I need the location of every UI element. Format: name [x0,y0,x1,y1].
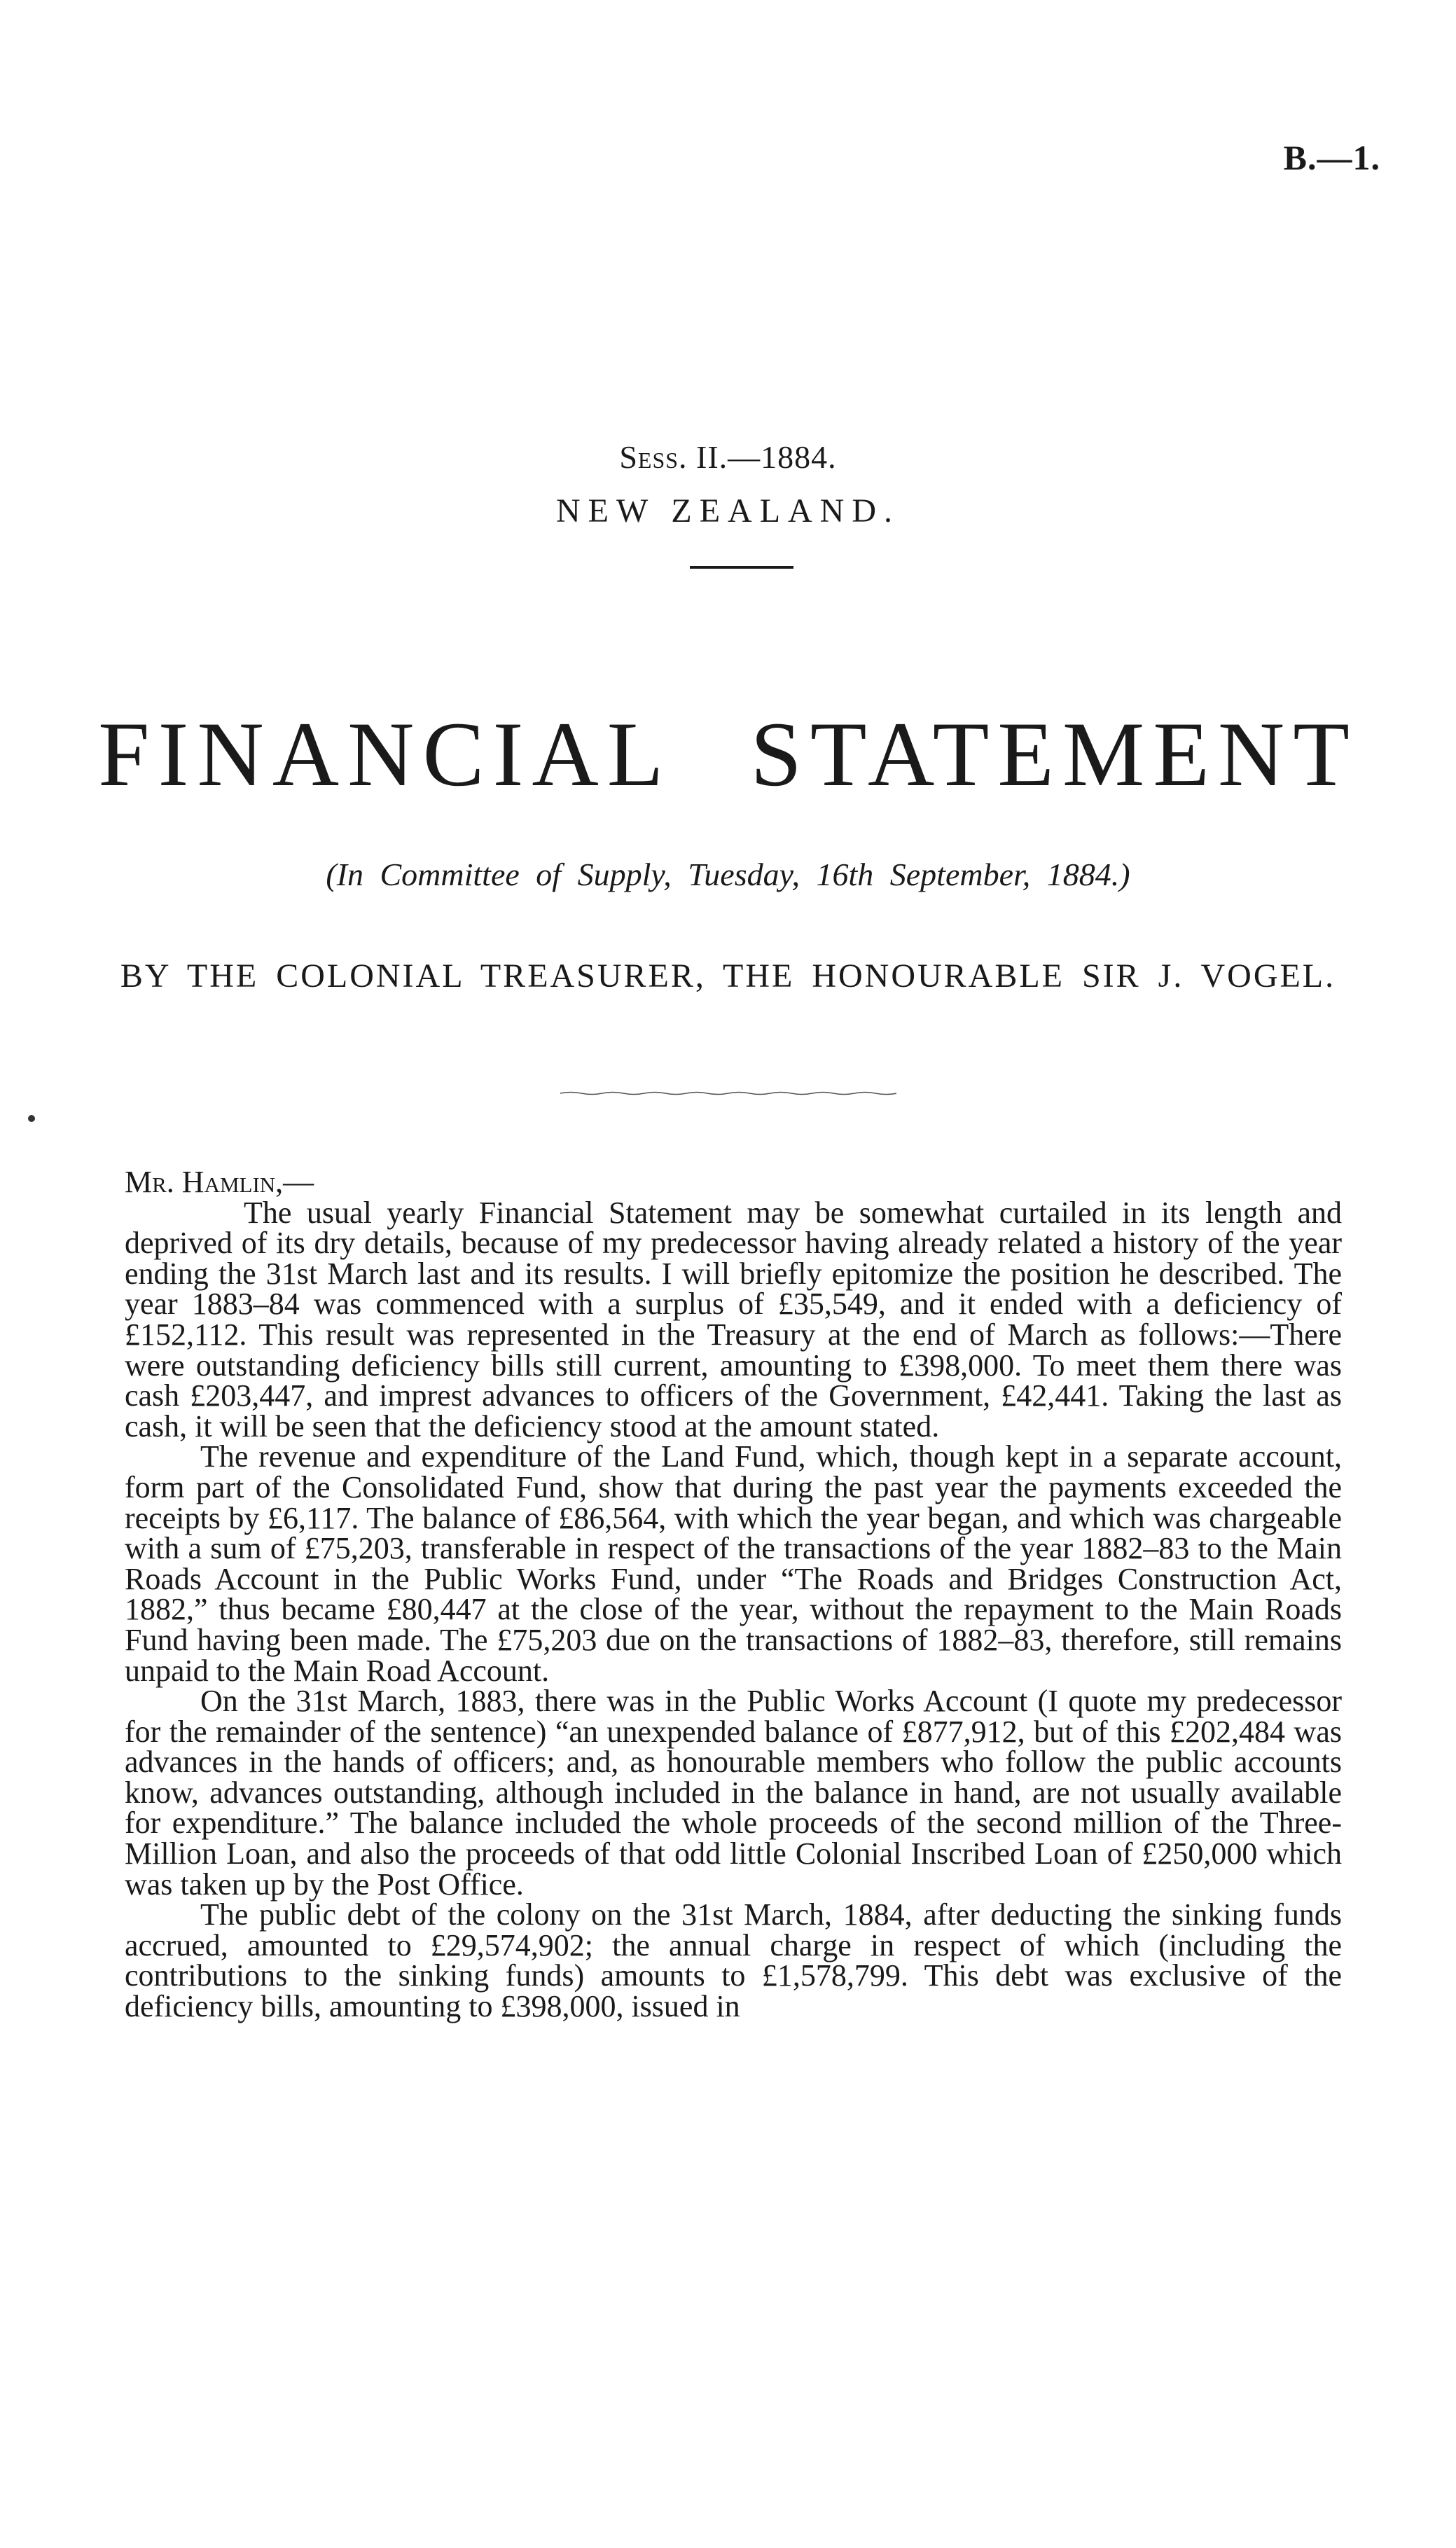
paragraph-1: The usual yearly Financial Statement may be somewhat curtailed in its length and deprived of its dry details, because of my predecessor having already related a history of the year ending the 31st March last and its results. I will briefly epitomize the position he described. The year 1883–84 was commenced with a surplus of £35,549, and it ended with a deficiency of £152,112. This result was represented in the Treasury at the end of March as follows:—There were outstanding deficiency bills still current, amounting to £398,000. To meet them there was cash £203,447, and imprest advances to officers of the Government, £42,441. Taking the last as cash, it will be seen that the deficiency stood at the amount stated. [125,1195,1342,1443]
main-title: FINANCIAL STATEMENT [98,702,1358,805]
paragraph-3: On the 31st March, 1883, there was in the Public Works Account (I quote my predecessor for the remainder of the sentence) “an unexpended balance of £877,912, but of this £202,484 was advances in the hands of officers; and, as honourable members who follow the public accounts know, advances outstanding, although included in the balance in hand, are not usually available for expenditure.” The balance included the whole proceeds of the second million of the Three-Million Loan, and also the proceeds of that odd little Colonial Inscribed Loan of £250,000 which was taken up by the Post Office. [125,1684,1342,1902]
body-text [125,1167,1342,2022]
paragraph-2: The revenue and expenditure of the Land Fund, which, though kept in a separate account, form part of the Consolidated Fund, show that during the past year the payments exceeded the receipts by £6,117. The balance of £86,564, with which the year began, and which was chargeable with a sum of £75,203, transferable in respect of the transactions of the year 1882–83 to the Main Roads Account in the Public Works Fund, under “The Roads and Bridges Construction Act, 1882,” thus became £80,447 at the close of the year, without the repayment to the Main Roads Fund having been made. The £75,203 due on the transactions of 1882–83, therefore, still remains unpaid to the Main Road Account. [125,1439,1342,1688]
author-line: BY THE COLONIAL TREASURER, THE HONOURABLE SIR J. VOGEL. [120,957,1336,995]
country-heading: NEW ZEALAND. [555,492,901,529]
margin-mark [28,1115,35,1122]
short-divider-rule [690,566,793,569]
session-line: Sess. II.—1884. [619,439,837,475]
salutation: Mr. Hamlin,— [125,1165,314,1199]
document-code: B.—1. [1283,138,1380,177]
wavy-divider-rule [560,1090,896,1097]
paragraph-4: The public debt of the colony on the 31st March, 1884, after deducting the sinking funds accrued, amounted to £29,574,902; the annual charge in respect of which (including the contributions to the sinking funds) amounts to £1,578,799. This debt was exclusive of the deficiency bills, amounting to £398,000, issued in [125,1897,1342,2024]
subtitle: (In Committee of Supply, Tuesday, 16th September, 1884.) [326,857,1130,892]
